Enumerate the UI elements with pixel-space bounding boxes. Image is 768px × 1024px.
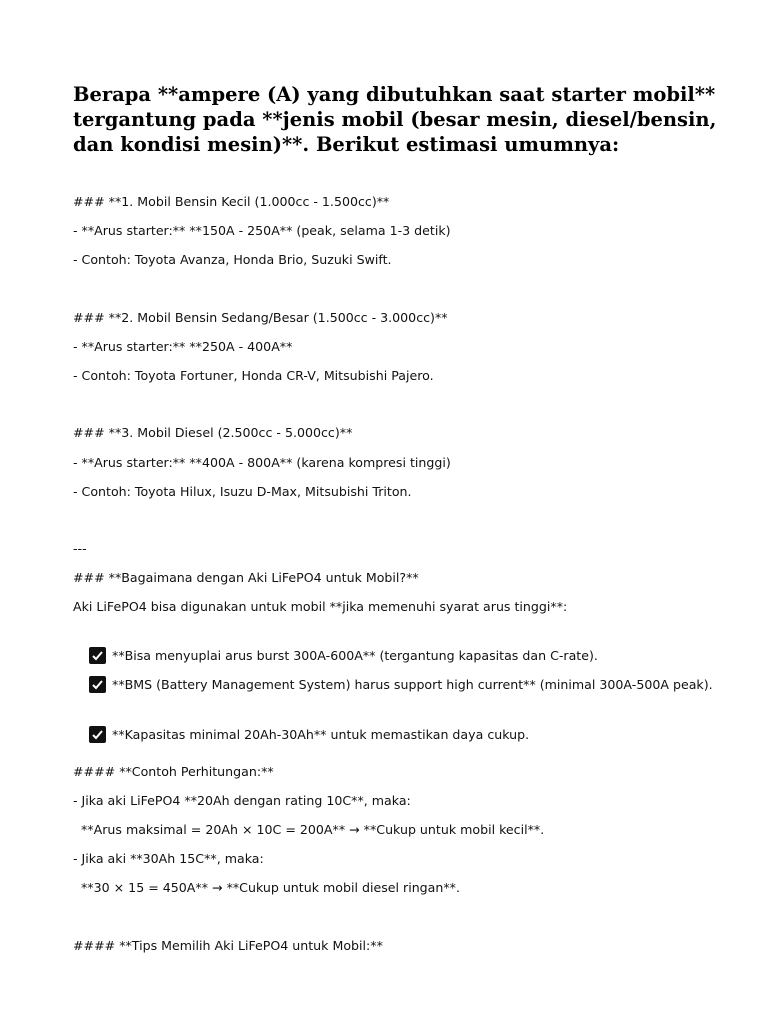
check-mark-icon: [89, 676, 106, 693]
lifepo4-heading: ### **Bagaimana dengan Aki LiFePO4 untuk Mobil?**: [73, 570, 419, 585]
section-1-current: - **Arus starter:** **150A - 250A** (peak, selama 1-3 detik): [73, 223, 451, 238]
calculation-line: - Jika aki LiFePO4 **20Ah dengan rating 10C**, maka:: [73, 793, 411, 808]
calculation-heading: #### **Contoh Perhitungan:**: [73, 764, 274, 779]
checklist-item-text: **Kapasitas minimal 20Ah-30Ah** untuk memastikan daya cukup.: [112, 727, 530, 742]
divider: ---: [73, 541, 87, 556]
calculation-result: **Arus maksimal = 20Ah × 10C = 200A** → **Cukup untuk mobil kecil**.: [73, 822, 545, 837]
lifepo4-intro: Aki LiFePO4 bisa digunakan untuk mobil **jika memenuhi syarat arus tinggi**:: [73, 599, 568, 614]
checklist-item: [73, 705, 713, 765]
section-3-heading: ### **3. Mobil Diesel (2.500cc - 5.000cc)**: [73, 425, 353, 440]
section-2-heading: ### **2. Mobil Bensin Sedang/Besar (1.500cc - 3.000cc)**: [73, 310, 448, 325]
checklist-item-text: **BMS (Battery Management System) harus support high current** (minimal 300A-500A peak).: [112, 677, 713, 692]
section-3-examples: - Contoh: Toyota Hilux, Isuzu D-Max, Mitsubishi Triton.: [73, 484, 412, 499]
section-1-heading: ### **1. Mobil Bensin Kecil (1.000cc - 1.500cc)**: [73, 194, 390, 209]
section-3-current: - **Arus starter:** **400A - 800A** (karena kompresi tinggi): [73, 455, 451, 470]
checklist-item-text: **Bisa menyuplai arus burst 300A-600A** (tergantung kapasitas dan C-rate).: [112, 648, 598, 663]
section-2-current: - **Arus starter:** **250A - 400A**: [73, 339, 293, 354]
section-1-examples: - Contoh: Toyota Avanza, Honda Brio, Suzuki Swift.: [73, 252, 392, 267]
section-2-examples: - Contoh: Toyota Fortuner, Honda CR-V, Mitsubishi Pajero.: [73, 368, 434, 383]
tips-heading: #### **Tips Memilih Aki LiFePO4 untuk Mobil:**: [73, 938, 383, 953]
page-title: Berapa **ampere (A) yang dibutuhkan saat starter mobil** tergantung pada **jenis mobil (besar mesin, diesel/bensin, dan kondisi mesin)**. Berikut estimasi umumnya:: [73, 83, 717, 156]
check-mark-icon: [89, 726, 106, 743]
calculation-result: **30 × 15 = 450A** → **Cukup untuk mobil diesel ringan**.: [73, 880, 460, 895]
calculation-line: - Jika aki **30Ah 15C**, maka:: [73, 851, 264, 866]
